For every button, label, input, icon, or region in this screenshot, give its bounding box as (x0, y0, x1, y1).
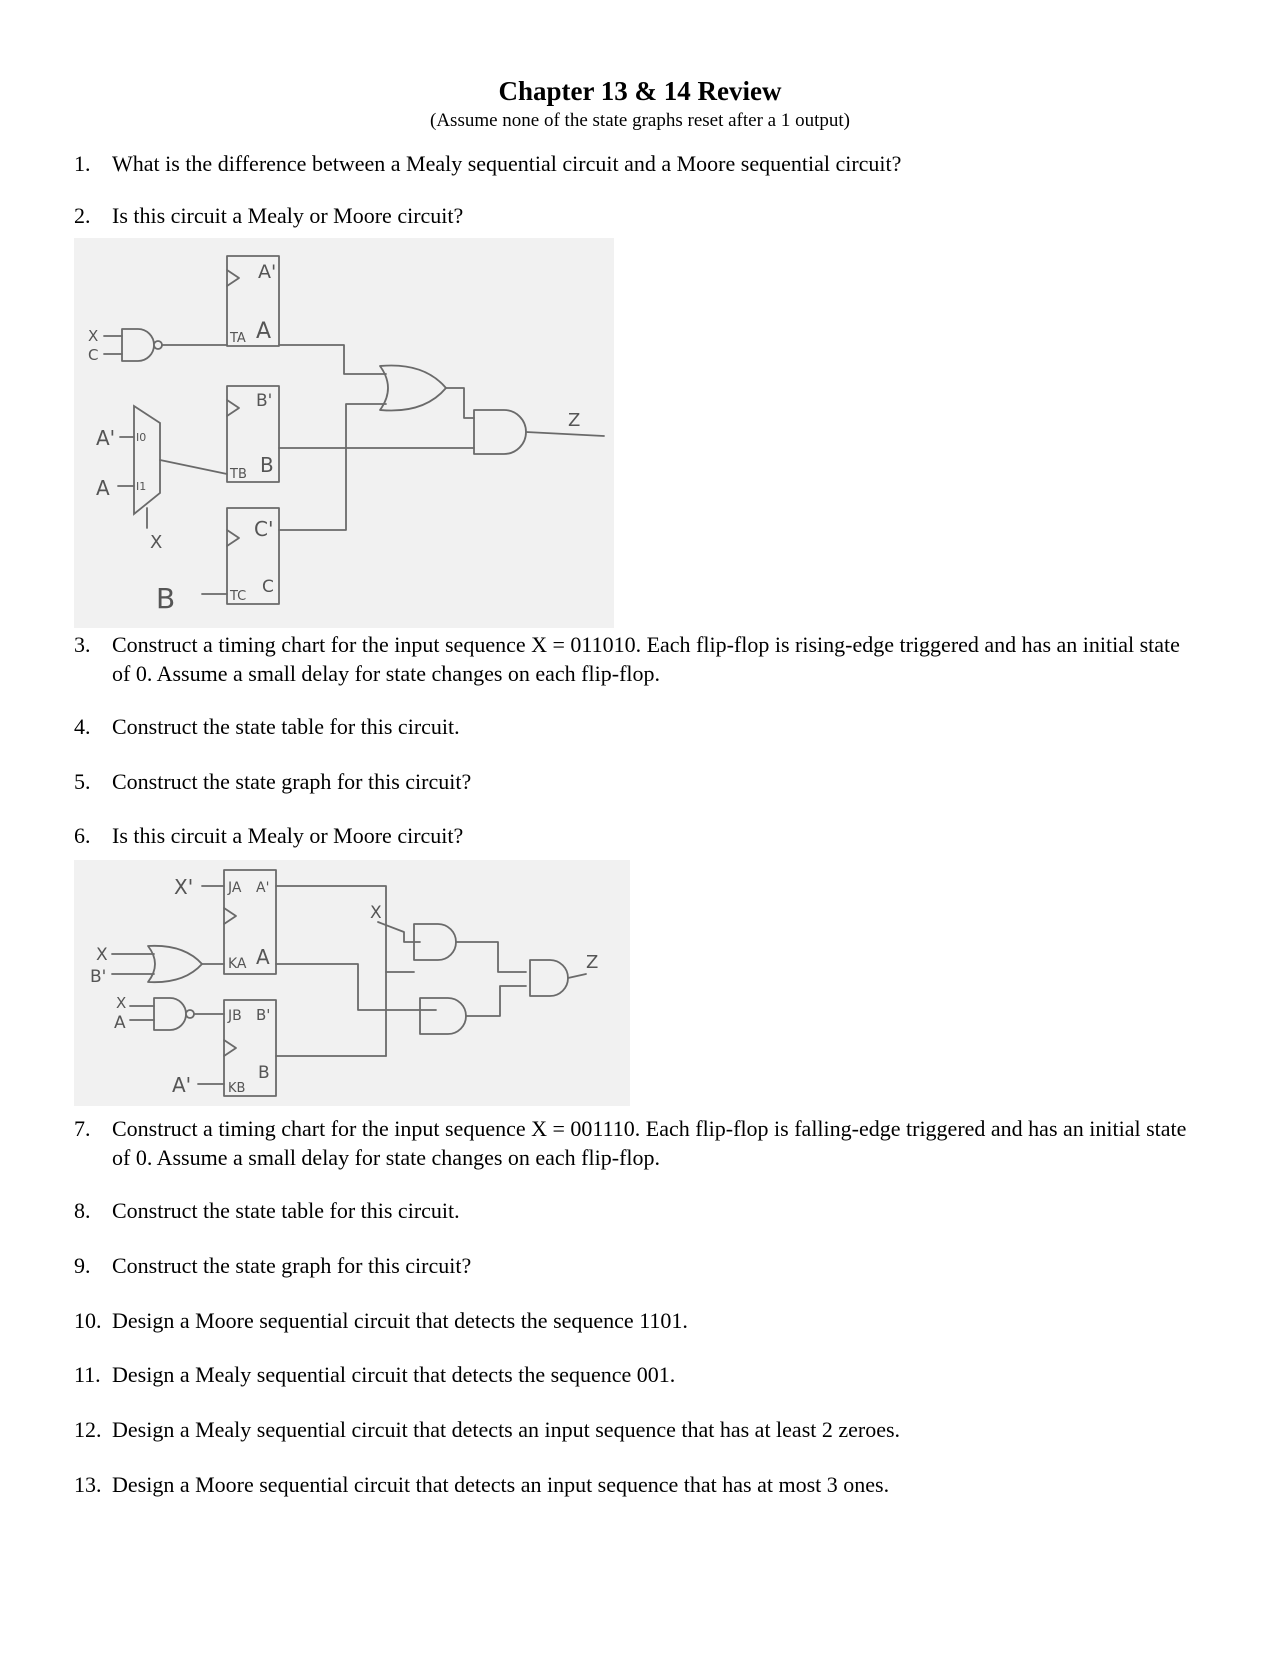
question-11 (74, 1360, 1199, 1389)
question-text: Design a Moore sequential circuit that detects the sequence 1101. (112, 1308, 688, 1333)
question-number: 4. (74, 714, 91, 739)
a-prime-input-label: A' (172, 1073, 192, 1097)
z-output-label: Z (586, 952, 599, 973)
question-number: 10. (74, 1308, 102, 1333)
question-text: Construct the state table for this circuit. (112, 1198, 460, 1223)
question-text: What is the difference between a Mealy sequential circuit and a Moore sequential circuit? (112, 151, 902, 176)
clock-triangle-a (227, 270, 239, 286)
circuit-2-drawing (74, 860, 630, 1106)
mux-a-label: A (96, 476, 110, 500)
b-prime-output-label: B' (256, 391, 273, 411)
question-3 (74, 630, 1199, 688)
kb-input-label: KB (228, 1081, 246, 1096)
question-text: Design a Moore sequential circuit that detects an input sequence that has at most 3 ones. (112, 1472, 890, 1497)
a-input-label: A (114, 1013, 126, 1033)
mux-i0-label: I0 (136, 431, 147, 444)
clock-triangle-c (227, 530, 239, 546)
nand-bubble (186, 1010, 194, 1018)
mux-i1-label: I1 (136, 480, 147, 493)
nand-gate (154, 998, 186, 1030)
b-prime-input-label: B' (90, 967, 107, 987)
clock-triangle-a (224, 908, 236, 924)
b-output-label: B (260, 453, 274, 477)
mux-a-prime-label: A' (96, 426, 116, 450)
circuit-diagram-1 (74, 238, 614, 628)
question-number: 9. (74, 1253, 91, 1278)
ta-input-label: TA (230, 331, 246, 346)
or-gate (380, 365, 446, 410)
b-prime-output-label: B' (256, 1006, 271, 1024)
tc-input-label: TC (230, 589, 247, 604)
question-number: 7. (74, 1116, 91, 1141)
question-number: 6. (74, 823, 91, 848)
question-12 (74, 1415, 1199, 1444)
wire (466, 986, 526, 1016)
question-text: Construct the state graph for this circuit? (112, 769, 472, 794)
page-subtitle: (Assume none of the state graphs reset after a 1 output) (430, 110, 850, 131)
wire (160, 460, 227, 474)
page-title: Chapter 13 & 14 Review (498, 76, 782, 106)
mux-select-label: X (150, 532, 163, 553)
jb-input-label: JB (228, 1008, 242, 1024)
question-7 (74, 1114, 1199, 1172)
x-input-label-2: X (116, 994, 127, 1012)
question-text: Construct the state graph for this circuit? (112, 1253, 472, 1278)
question-text: Is this circuit a Mealy or Moore circuit? (112, 203, 464, 228)
and-gate-output (530, 960, 568, 996)
ka-input-label: KA (228, 956, 247, 972)
c-input-label: C (88, 346, 99, 364)
question-number: 3. (74, 632, 91, 657)
question-number: 12. (74, 1417, 102, 1442)
question-number: 2. (74, 203, 91, 228)
question-text: Is this circuit a Mealy or Moore circuit? (112, 823, 464, 848)
and-gate-2 (420, 998, 466, 1034)
wire (568, 974, 586, 978)
question-number: 8. (74, 1198, 91, 1223)
question-text: Construct a timing chart for the input sequence X = 001110. Each flip-flop is falling-edge triggered and has an initial state of 0. Assume a small delay for state changes on each flip-flop. (112, 1116, 1187, 1170)
question-5 (74, 767, 1199, 796)
x-input-label: X (96, 945, 108, 965)
or-gate-ka (148, 946, 202, 982)
wire (276, 964, 436, 1010)
question-text: Construct a timing chart for the input sequence X = 011010. Each flip-flop is rising-edge triggered and has an initial state of 0. Assume a small delay for state changes on each flip-flop. (112, 632, 1180, 686)
circuit-1-drawing (74, 238, 614, 628)
x-input-label: X (88, 327, 99, 345)
question-9 (74, 1251, 1199, 1280)
a-output-label: A (256, 319, 272, 344)
question-text: Construct the state table for this circuit. (112, 714, 460, 739)
wire (526, 432, 604, 436)
a-prime-output-label: A' (258, 261, 277, 283)
nand-gate (122, 329, 154, 361)
z-output-label: Z (568, 410, 581, 431)
question-number: 5. (74, 769, 91, 794)
question-number: 11. (74, 1362, 101, 1387)
b-input-label: B (156, 582, 176, 615)
question-text: Design a Mealy sequential circuit that detects an input sequence that has at least 2 zeroes. (112, 1417, 901, 1442)
circuit-diagram-2 (74, 860, 630, 1106)
question-1 (74, 149, 1199, 178)
a-prime-output-label: A' (256, 880, 270, 896)
question-4 (74, 712, 1199, 741)
wire (456, 942, 526, 972)
and-gate (474, 410, 526, 454)
c-prime-output-label: C' (254, 517, 274, 541)
question-text: Design a Mealy sequential circuit that detects the sequence 001. (112, 1362, 676, 1387)
clock-triangle-b (227, 400, 239, 416)
question-number: 1. (74, 151, 91, 176)
question-8 (74, 1196, 1199, 1225)
ja-input-label: JA (228, 880, 242, 896)
wire (446, 388, 474, 418)
multiplexer (134, 406, 160, 514)
tb-input-label: TB (230, 467, 247, 482)
question-number: 13. (74, 1472, 102, 1497)
x-prime-input-label: X' (174, 875, 194, 899)
x-gate-input-label: X (370, 903, 382, 923)
a-output-label: A (256, 945, 270, 969)
question-2 (74, 201, 1199, 230)
question-6 (74, 821, 1199, 850)
wire (279, 345, 386, 374)
question-13 (74, 1470, 1199, 1499)
b-output-label: B (258, 1063, 270, 1083)
c-output-label: C (262, 577, 274, 597)
nand-bubble (154, 341, 162, 349)
clock-triangle-b (224, 1040, 236, 1056)
question-10 (74, 1306, 1199, 1335)
wire (279, 404, 386, 530)
